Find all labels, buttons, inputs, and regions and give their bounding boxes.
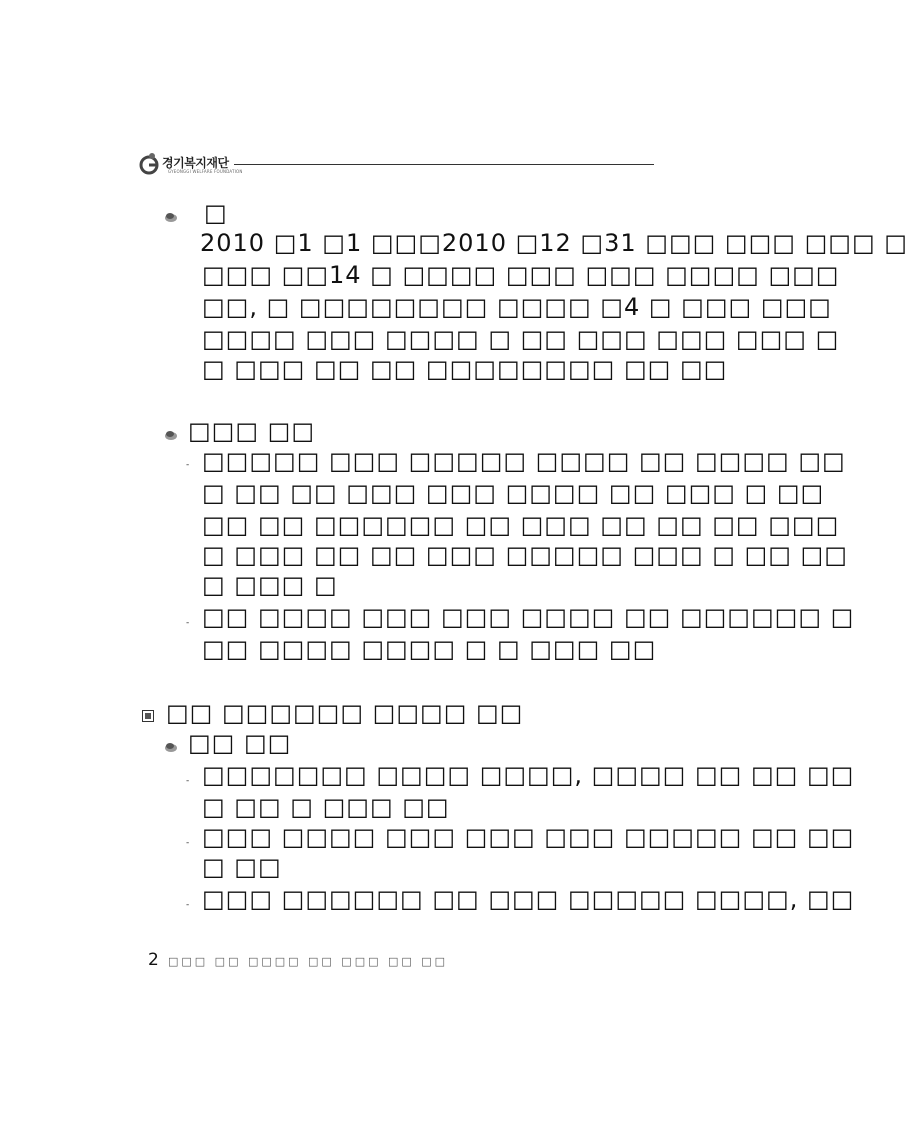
leaf-bullet-icon (164, 740, 178, 754)
logo-subtitle: GYEONGGI WELFARE FOUNDATION (168, 169, 243, 174)
dash-marker: - (186, 776, 190, 786)
section3-heading: □□ □□□□□□ □□□□ □□ (166, 699, 524, 727)
section1-line-3: □□, □ □□□□□□□□ □□□□ □4 □ □□□ □□□ (202, 293, 832, 321)
header-divider (234, 164, 654, 165)
section3-item2-line-1: □□□ □□□□ □□□ □□□ □□□ □□□□□ □□ □□ (202, 823, 855, 851)
dash-marker: - (186, 900, 190, 910)
section2-item2-line-2: □□ □□□□ □□□□ □ □ □□□ □□ (202, 635, 657, 663)
dash-marker: - (186, 618, 190, 628)
leaf-bullet-icon (164, 428, 178, 442)
section1-line-4: □□□□ □□□ □□□□ □ □□ □□□ □□□ □□□ □ (202, 325, 840, 353)
section2-item1-line-5: □ □□□ □ (202, 571, 338, 599)
section3-item2-line-2: □ □□ (202, 853, 282, 881)
dash-marker: - (186, 838, 190, 848)
section1-heading: □ (204, 199, 228, 227)
section3-item3-line-1: □□□ □□□□□□ □□ □□□ □□□□□ □□□□, □□ (202, 885, 855, 913)
leaf-bullet-icon (164, 210, 178, 224)
section3-item1-line-1: □□□□□□□ □□□□ □□□□, □□□□ □□ □□ □□ (202, 761, 855, 789)
section3-item1-line-2: □ □□ □ □□□ □□ (202, 793, 450, 821)
section1-line-5: □ □□□ □□ □□ □□□□□□□□ □□ □□ (202, 355, 728, 383)
square-bullet-icon (142, 710, 154, 722)
section2-item1-line-3: □□ □□ □□□□□□ □□ □□□ □□ □□ □□ □□□ (202, 511, 840, 539)
section2-item1-line-4: □ □□□ □□ □□ □□□ □□□□□ □□□ □ □□ □□ (202, 541, 848, 569)
page-header (140, 148, 656, 178)
section2-heading: □□□ □□ (188, 417, 316, 445)
section3-subheading: □□ □□ (188, 729, 292, 757)
section1-line-2: □□□ □□14 □ □□□□ □□□ □□□ □□□□ □□□ (202, 261, 840, 289)
section1-line-1: 2010 □1 □1 □□□2010 □12 □31 □□□ □□□ □□□ □ (200, 229, 908, 257)
section2-item1-line-1: □□□□□ □□□ □□□□□ □□□□ □□ □□□□ □□ (202, 447, 846, 475)
logo-text: 경기복지재단 (162, 156, 229, 170)
page-number: 2 (148, 950, 159, 970)
section2-item1-line-2: □ □□ □□ □□□ □□□ □□□□ □□ □□□ □ □□ (202, 479, 825, 507)
footer-title: □□□ □□ □□□□ □□ □□□ □□ □□ (168, 955, 449, 968)
section2-item2-line-1: □□ □□□□ □□□ □□□ □□□□ □□ □□□□□□ □ (202, 603, 855, 631)
dash-marker: - (186, 460, 190, 470)
foundation-logo-icon (140, 150, 160, 176)
